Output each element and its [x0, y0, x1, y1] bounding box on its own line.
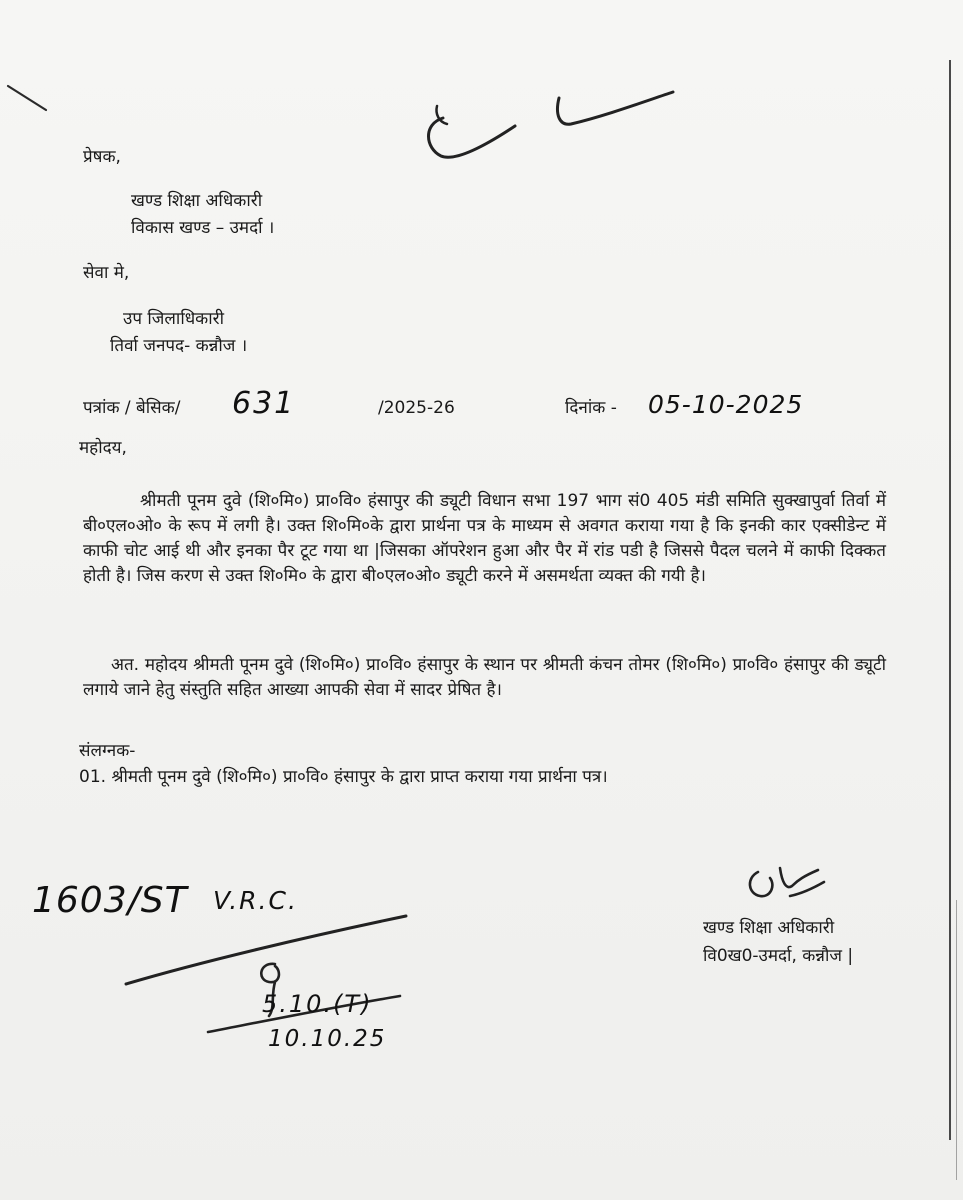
patrank-label: पत्रांक / बेसिक/ — [83, 398, 181, 418]
handwritten-initials: V.R.C. — [213, 886, 298, 915]
body-paragraph-2: अत. महोदय श्रीमती पूनम दुवे (शि०मि०) प्रा०वि० हंसापुर के स्थान पर श्रीमती कंचन तोमर (शि०मि०) प्रा०वि० हंसापुर की ड्यूटी लगाये जाने हेतु संस्तुति सहित आख्या आपकी सेवा में सादर प्रेषित है। — [83, 655, 886, 700]
handwritten-receipt-number: 1603/ST — [32, 880, 188, 921]
salutation: महोदय, — [79, 438, 127, 458]
recipient-designation: उप जिलाधिकारी — [123, 309, 224, 329]
date-label: दिनांक - — [565, 398, 617, 418]
enclosure-item-1: 01. श्रीमती पूनम दुवे (शि०मि०) प्रा०वि० हंसापुर के द्वारा प्राप्त कराया गया प्रार्थना पत्र। — [79, 767, 608, 787]
page-edge-line — [949, 60, 951, 1140]
check-mark-2 — [545, 80, 685, 140]
pen-stroke-mark — [0, 70, 60, 120]
date-handwritten-value: 05-10-2025 — [648, 390, 804, 419]
page-edge-line-faint — [956, 900, 957, 1180]
body-paragraph-1: श्रीमती पूनम दुवे (शि०मि०) प्रा०वि० हंसापुर की ड्यूटी विधान सभा 197 भाग सं0 405 मंडी समिति सुक्खापुर्वा तिर्वा में बी०एल०ओ० के रूप में लगी है। उक्त शि०मि०के द्वारा प्रार्थना पत्र के माध्यम से अवगत कराया गया है कि इनकी कार एक्सीडेन्ट में काफी चोट आई थी और इनका पैर टूट गया था |जिसका ऑपरेशन हुआ और पैर में रांड पडी है जिससे पैदल चलने में काफी दिक्कत होती है। जिस करण से उक्त शि०मि० के द्वारा बी०एल०ओ० ड्यूटी करने में असमर्थता व्यक्त की गयी है। — [83, 491, 886, 586]
enclosure-label: संलग्नक- — [79, 741, 136, 761]
officer-signature — [740, 858, 840, 908]
session-year: /2025-26 — [378, 398, 455, 418]
handwritten-date-2: 10.10.25 — [268, 1026, 387, 1052]
sender-label: प्रेषक, — [83, 147, 121, 167]
patrank-handwritten-number: 631 — [232, 386, 296, 421]
recipient-label: सेवा मे, — [83, 263, 130, 283]
signatory-designation: खण्ड शिक्षा अधिकारी — [703, 918, 835, 938]
sender-office: विकास खण्ड – उमर्दा । — [131, 218, 275, 238]
recipient-office: तिर्वा जनपद- कन्नौज । — [110, 336, 248, 356]
check-mark-1 — [415, 100, 535, 170]
signatory-office: वि0ख0-उमर्दा, कन्नौज | — [703, 946, 854, 966]
sender-designation: खण्ड शिक्षा अधिकारी — [131, 191, 263, 211]
handwritten-date-1: 5.10.(T) — [262, 990, 373, 1018]
